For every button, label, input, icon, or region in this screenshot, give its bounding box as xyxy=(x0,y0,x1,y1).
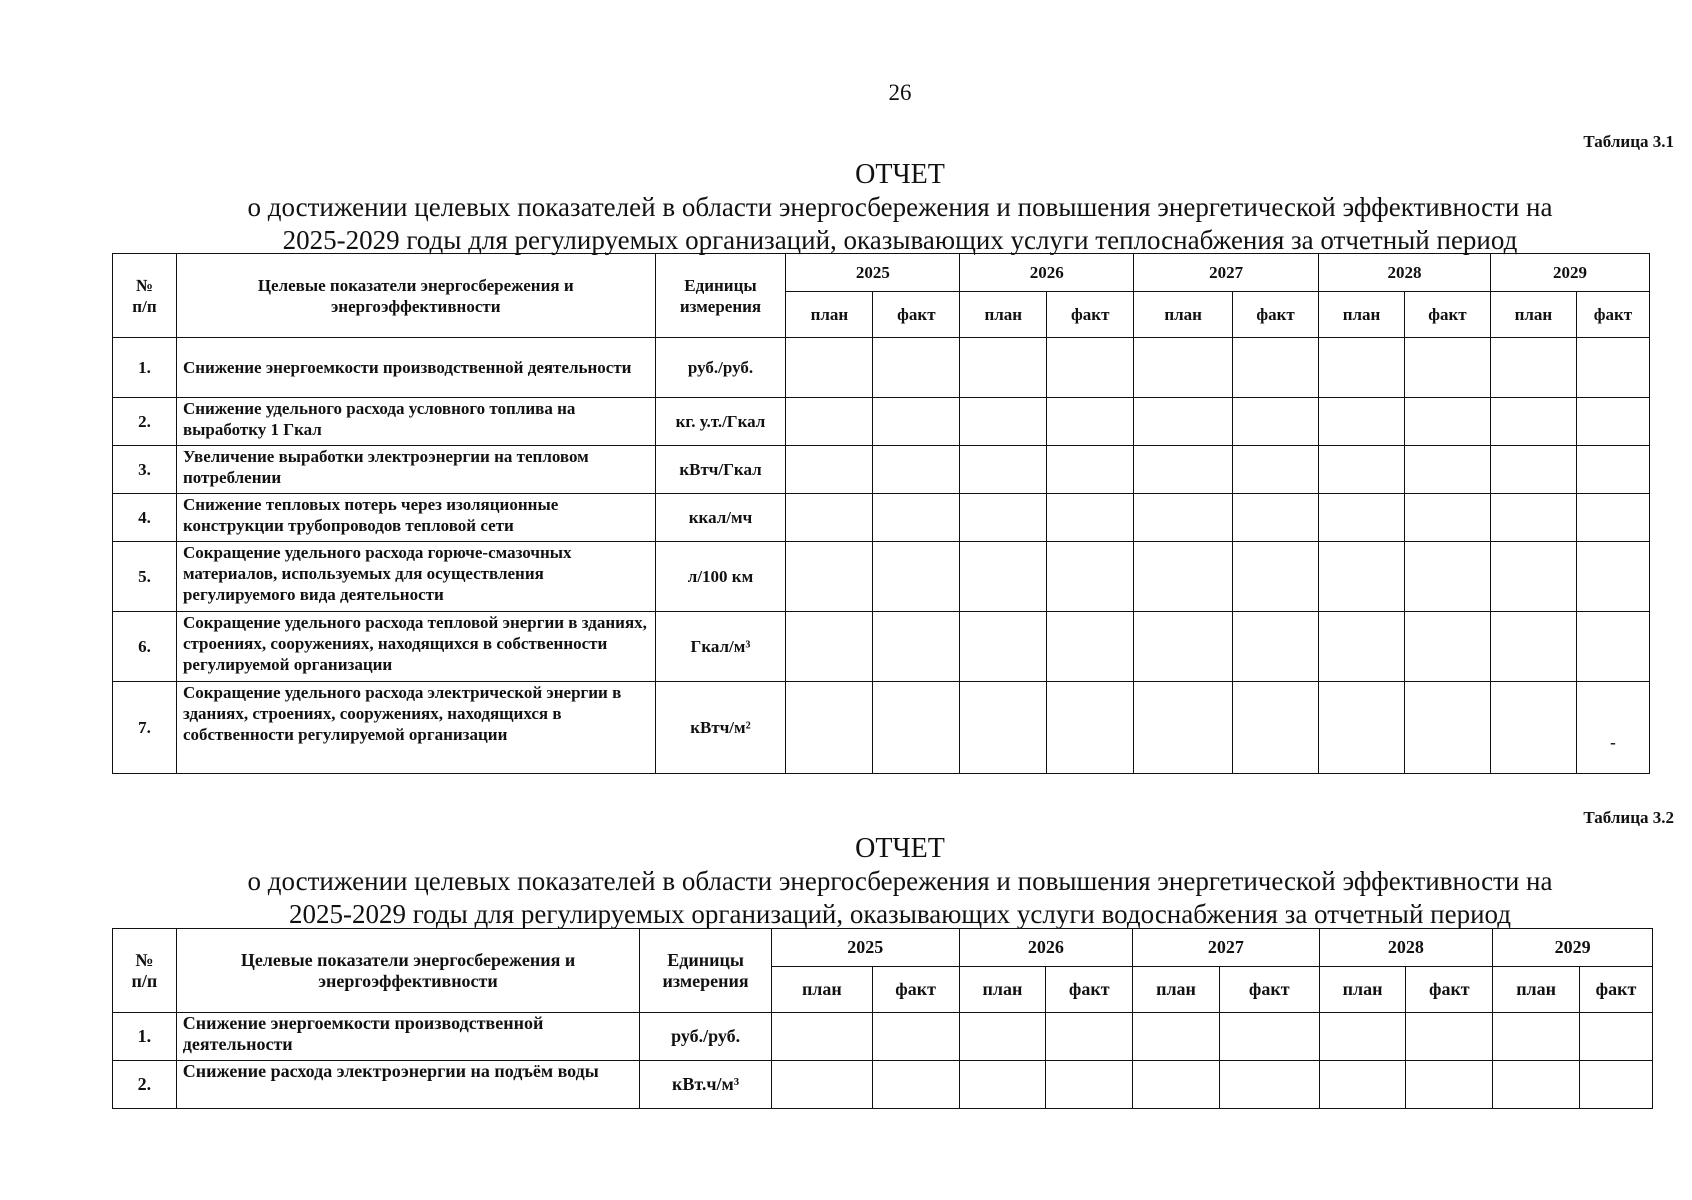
unit-header: Единицы измерения xyxy=(655,254,786,338)
value-cell xyxy=(1490,682,1576,774)
value-cell xyxy=(1490,446,1576,494)
fact-header: факт xyxy=(1580,967,1653,1013)
value-cell xyxy=(1490,398,1576,446)
value-cell xyxy=(1406,1013,1493,1061)
value-cell xyxy=(1576,446,1649,494)
unit-cell: Гкал/м³ xyxy=(655,612,786,682)
report-title: ОТЧЕТ xyxy=(855,833,945,864)
value-cell xyxy=(1233,542,1319,612)
value-cell xyxy=(1319,398,1405,446)
row-number: 5. xyxy=(113,542,177,612)
year-header: 2025 xyxy=(786,254,960,292)
year-header: 2028 xyxy=(1319,254,1491,292)
value-cell xyxy=(1490,542,1576,612)
fact-header: факт xyxy=(1405,292,1491,338)
num-header: № п/п xyxy=(113,254,177,338)
unit-cell: кВт.ч/м³ xyxy=(640,1061,772,1109)
value-cell xyxy=(786,542,873,612)
table-row xyxy=(113,494,1650,542)
value-cell xyxy=(1219,1013,1319,1061)
unit-header: Единицы измерения xyxy=(640,929,772,1013)
value-cell xyxy=(1405,682,1491,774)
value-cell xyxy=(1319,612,1405,682)
indicator-header: Целевые показатели энергосбережения и энергоэффективности xyxy=(176,929,639,1013)
value-cell xyxy=(873,338,960,398)
indicator-header: Целевые показатели энергосбережения и энергоэффективности xyxy=(176,254,655,338)
value-cell xyxy=(1405,612,1491,682)
report-table xyxy=(112,253,1650,774)
row-number: 2. xyxy=(113,398,177,446)
value-cell xyxy=(873,398,960,446)
value-cell xyxy=(1490,338,1576,398)
value-cell xyxy=(1047,338,1134,398)
value-cell xyxy=(1047,494,1134,542)
value-cell xyxy=(1233,398,1319,446)
row-number: 2. xyxy=(113,1061,177,1109)
value-cell xyxy=(1490,612,1576,682)
value-cell xyxy=(873,446,960,494)
value-cell xyxy=(1319,494,1405,542)
unit-cell: руб./руб. xyxy=(655,338,786,398)
value-cell xyxy=(1046,1013,1133,1061)
fact-header: факт xyxy=(1219,967,1319,1013)
value-cell xyxy=(872,1013,959,1061)
table-row xyxy=(113,398,1650,446)
year-header: 2027 xyxy=(1134,254,1319,292)
value-cell xyxy=(959,1061,1046,1109)
plan-header: план xyxy=(1490,292,1576,338)
value-cell xyxy=(1493,1061,1580,1109)
value-cell xyxy=(1047,446,1134,494)
header-row xyxy=(113,929,1653,967)
table-row xyxy=(113,1061,1653,1109)
value-cell xyxy=(1133,1061,1220,1109)
table-label: Таблица 3.1 xyxy=(1583,132,1674,151)
value-cell xyxy=(1219,1061,1319,1109)
value-cell xyxy=(1047,682,1134,774)
table-label: Таблица 3.2 xyxy=(1583,808,1674,827)
value-cell xyxy=(1405,446,1491,494)
value-cell xyxy=(960,542,1047,612)
year-header: 2026 xyxy=(960,254,1134,292)
value-cell xyxy=(1576,398,1649,446)
value-cell xyxy=(1576,338,1649,398)
value-cell xyxy=(959,1013,1046,1061)
value-cell xyxy=(1047,398,1134,446)
indicator-name: Сокращение удельного расхода горюче-смазочных материалов, используемых для осуществления регулируемого вида деятельности xyxy=(176,542,655,612)
report-subtitle-line: о достижении целевых показателей в области энергосбережения и повышения энергетической эффективности на xyxy=(247,866,1553,896)
report-heading xyxy=(0,158,1692,257)
value-cell xyxy=(1576,612,1649,682)
value-cell xyxy=(1233,446,1319,494)
value-cell xyxy=(1047,612,1134,682)
value-cell xyxy=(960,338,1047,398)
value-cell xyxy=(1405,398,1491,446)
value-cell xyxy=(960,398,1047,446)
value-cell xyxy=(786,338,873,398)
report-title: ОТЧЕТ xyxy=(855,159,945,190)
value-cell xyxy=(1134,612,1233,682)
value-cell xyxy=(1134,446,1233,494)
plan-header: план xyxy=(959,967,1046,1013)
value-cell xyxy=(1233,612,1319,682)
page-number: 26 xyxy=(888,80,912,105)
value-cell xyxy=(1319,1061,1406,1109)
year-header: 2029 xyxy=(1493,929,1653,967)
value-cell xyxy=(786,398,873,446)
unit-cell: кВтч/м² xyxy=(655,682,786,774)
value-cell xyxy=(1233,682,1319,774)
value-cell xyxy=(873,542,960,612)
plan-header: план xyxy=(1319,967,1406,1013)
plan-header: план xyxy=(772,967,873,1013)
value-cell xyxy=(1405,338,1491,398)
value-cell xyxy=(960,494,1047,542)
value-cell xyxy=(960,612,1047,682)
value-cell xyxy=(1576,542,1649,612)
year-header: 2029 xyxy=(1490,254,1649,292)
indicator-name: Сокращение удельного расхода электрической энергии в зданиях, строениях, сооружениях, находящихся в собственности регулируемой организации xyxy=(176,682,655,774)
row-number: 4. xyxy=(113,494,177,542)
plan-header: план xyxy=(1493,967,1580,1013)
value-cell xyxy=(1319,338,1405,398)
value-cell xyxy=(1493,1013,1580,1061)
value-cell xyxy=(1490,494,1576,542)
value-cell xyxy=(1046,1061,1133,1109)
value-cell xyxy=(1134,542,1233,612)
plan-header: план xyxy=(960,292,1047,338)
plan-header: план xyxy=(1133,967,1220,1013)
value-cell xyxy=(1134,338,1233,398)
indicator-name: Увеличение выработки электроэнергии на тепловом потреблении xyxy=(176,446,655,494)
year-header: 2026 xyxy=(959,929,1133,967)
value-cell xyxy=(1134,494,1233,542)
table-row xyxy=(113,1013,1653,1061)
value-cell xyxy=(1133,1013,1220,1061)
fact-header: факт xyxy=(873,292,960,338)
value-cell xyxy=(1580,1061,1653,1109)
value-cell xyxy=(1319,446,1405,494)
value-cell xyxy=(873,682,960,774)
report-subtitle-line: 2025-2029 годы для регулируемых организаций, оказывающих услуги теплоснабжения за отчетный период xyxy=(282,225,1518,255)
value-cell xyxy=(1319,682,1405,774)
indicator-name: Снижение тепловых потерь через изоляционные конструкции трубопроводов тепловой сети xyxy=(176,494,655,542)
fact-header: факт xyxy=(1046,967,1133,1013)
fact-header: факт xyxy=(872,967,959,1013)
value-cell xyxy=(772,1061,873,1109)
indicator-name: Снижение расхода электроэнергии на подъём воды xyxy=(176,1061,639,1109)
num-header: № п/п xyxy=(113,929,177,1013)
value-cell xyxy=(786,494,873,542)
value-cell xyxy=(1405,542,1491,612)
value-cell xyxy=(1233,338,1319,398)
fact-header: факт xyxy=(1576,292,1649,338)
value-cell xyxy=(1405,494,1491,542)
year-header: 2028 xyxy=(1319,929,1493,967)
value-cell xyxy=(873,612,960,682)
value-cell xyxy=(1319,1013,1406,1061)
value-cell xyxy=(960,446,1047,494)
unit-cell: кВтч/Гкал xyxy=(655,446,786,494)
table-row xyxy=(113,682,1650,774)
value-cell xyxy=(1580,1013,1653,1061)
report-subtitle-line: 2025-2029 годы для регулируемых организаций, оказывающих услуги водоснабжения за отчетный период xyxy=(288,899,1511,929)
plan-header: план xyxy=(786,292,873,338)
value-cell xyxy=(1406,1061,1493,1109)
value-cell xyxy=(873,494,960,542)
indicator-name: Сокращение удельного расхода тепловой энергии в зданиях, строениях, сооружениях, находящихся в собственности регулируемой организации xyxy=(176,612,655,682)
row-number: 1. xyxy=(113,338,177,398)
value-cell xyxy=(960,682,1047,774)
year-header: 2027 xyxy=(1133,929,1320,967)
row-number: 1. xyxy=(113,1013,177,1061)
report-heading xyxy=(0,832,1692,931)
fact-header: факт xyxy=(1233,292,1319,338)
value-cell xyxy=(772,1013,873,1061)
row-number: 6. xyxy=(113,612,177,682)
value-cell xyxy=(1576,494,1649,542)
plan-header: план xyxy=(1319,292,1405,338)
value-cell xyxy=(1233,494,1319,542)
table-row xyxy=(113,612,1650,682)
value-cell xyxy=(1047,542,1134,612)
fact-header: факт xyxy=(1406,967,1493,1013)
header-row xyxy=(113,254,1650,292)
unit-cell: руб./руб. xyxy=(640,1013,772,1061)
value-cell xyxy=(786,446,873,494)
indicator-name: Снижение удельного расхода условного топлива на выработку 1 Гкал xyxy=(176,398,655,446)
plan-header: план xyxy=(1134,292,1233,338)
indicator-name: Снижение энергоемкости производственной деятельности xyxy=(176,1013,639,1061)
value-cell xyxy=(872,1061,959,1109)
fact-header: факт xyxy=(1047,292,1134,338)
unit-cell: кг. у.т./Гкал xyxy=(655,398,786,446)
report-table xyxy=(112,928,1653,1109)
indicator-name: Снижение энергоемкости производственной деятельности xyxy=(176,338,655,398)
value-cell xyxy=(786,612,873,682)
value-cell xyxy=(1319,542,1405,612)
report-subtitle-line: о достижении целевых показателей в области энергосбережения и повышения энергетической эффективности на xyxy=(247,192,1553,222)
unit-cell: ккал/мч xyxy=(655,494,786,542)
table-row xyxy=(113,338,1650,398)
value-cell xyxy=(1134,398,1233,446)
value-cell xyxy=(1134,682,1233,774)
table-row xyxy=(113,542,1650,612)
unit-cell: л/100 км xyxy=(655,542,786,612)
year-header: 2025 xyxy=(772,929,960,967)
value-cell xyxy=(786,682,873,774)
table-row xyxy=(113,446,1650,494)
row-number: 7. xyxy=(113,682,177,774)
row-number: 3. xyxy=(113,446,177,494)
value-cell: - xyxy=(1576,682,1649,774)
